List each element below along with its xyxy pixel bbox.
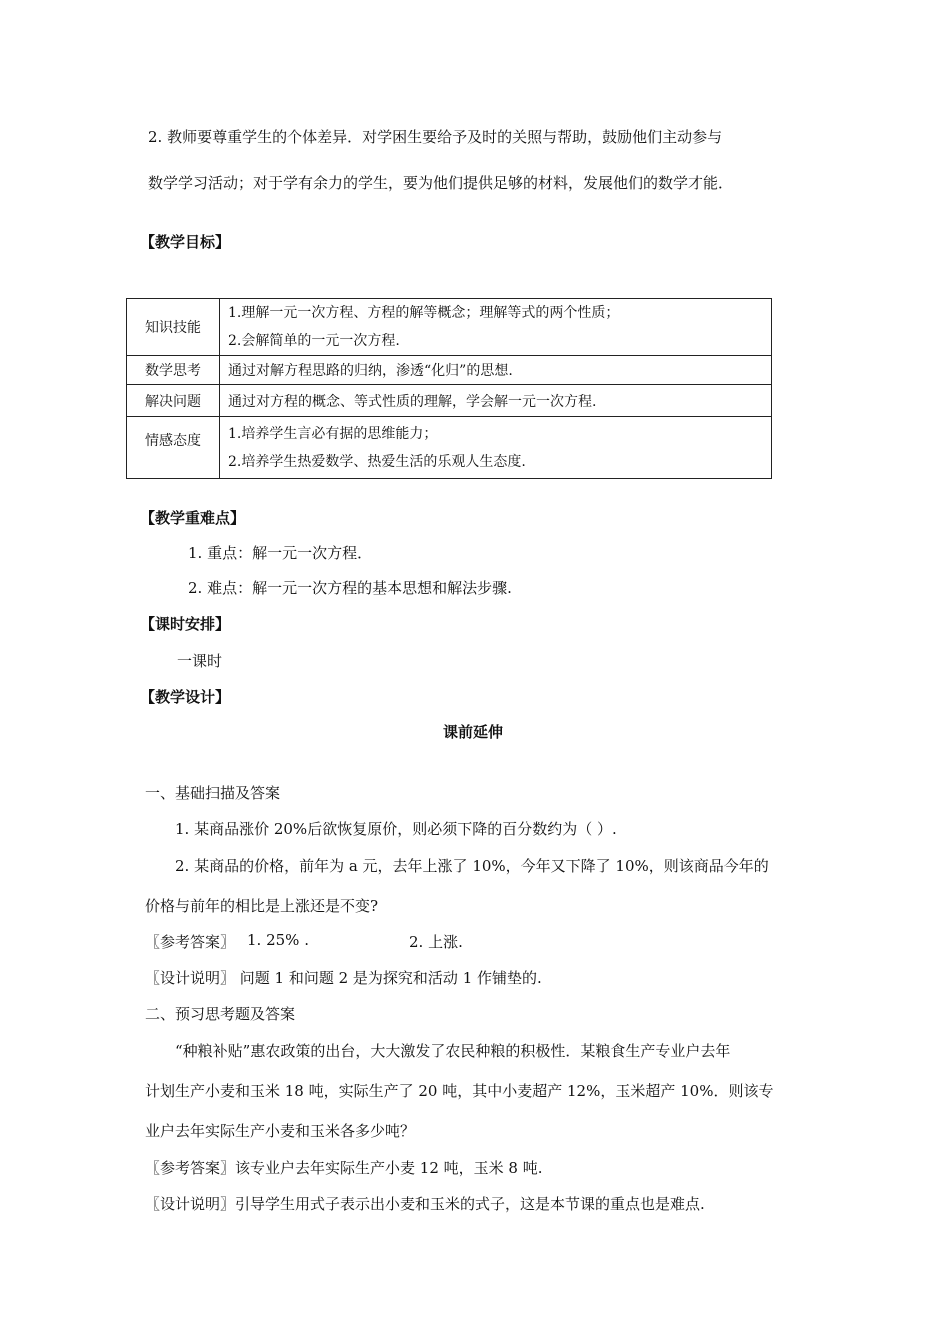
answer1-b: 2. 上涨. [409, 933, 463, 951]
goals-heading: 【教学目标】 [140, 233, 231, 251]
section1-title: 一、基础扫描及答案 [145, 784, 281, 802]
goals-table [126, 298, 772, 479]
answer1-a: 1. 25% . [247, 931, 309, 949]
note-1: 〖设计说明〗 问题 1 和问题 2 是为探究和活动 1 作铺垫的. [145, 969, 542, 987]
paragraph-line1: “种粮补贴”惠农政策的出台，大大激发了农民种粮的积极性．某粮食生产专业户去年 [175, 1042, 731, 1060]
keypoints-item: 2. 难点：解一元一次方程的基本思想和解法步骤. [188, 579, 512, 597]
goals-row [127, 299, 772, 356]
goals-row-key: 情感态度 [127, 417, 220, 479]
schedule-heading: 【课时安排】 [140, 615, 231, 633]
intro-paragraph-line1: 2. 教师要尊重学生的个体差异．对学困生要给予及时的关照与帮助，鼓励他们主动参与 [148, 128, 723, 146]
goals-row [127, 356, 772, 385]
goals-line: 1.培养学生言必有据的思维能力； [228, 425, 438, 442]
question-2-line1: 2. 某商品的价格，前年为 a 元，去年上涨了 10%，今年又下降了 10%，则该商品今年的 [175, 857, 769, 875]
goals-row [127, 385, 772, 417]
goals-row-key: 解决问题 [127, 385, 220, 417]
goals-line: 2.培养学生热爱数学、热爱生活的乐观人生态度. [228, 453, 526, 470]
section2-title: 二、预习思考题及答案 [145, 1005, 296, 1023]
paragraph-line3: 业户去年实际生产小麦和玉米各多少吨？ [145, 1122, 416, 1140]
question-1: 1. 某商品涨价 20%后欲恢复原价，则必须下降的百分数约为（ ）. [175, 820, 617, 838]
paragraph-line2: 计划生产小麦和玉米 18 吨，实际生产了 20 吨，其中小麦超产 12%，玉米超产 10%．则该专 [145, 1082, 774, 1100]
goals-row-key: 数学思考 [127, 356, 220, 385]
goals-row-key: 知识技能 [127, 299, 220, 356]
schedule-value: 一课时 [177, 652, 223, 670]
keypoints-item: 1. 重点：解一元一次方程． [188, 544, 373, 562]
note-2: 〖设计说明〗引导学生用式子表示出小麦和玉米的式子，这是本节课的重点也是难点. [145, 1195, 705, 1213]
keypoints-heading: 【教学重难点】 [140, 509, 246, 527]
design-subtitle: 课前延伸 [443, 723, 504, 741]
goals-line: 通过对解方程思路的归纳，渗透“化归”的思想. [220, 356, 772, 385]
question-2-line2: 价格与前年的相比是上涨还是不变? [145, 897, 379, 915]
goals-row-value [220, 417, 772, 479]
goals-line: 1.理解一元一次方程、方程的解等概念；理解等式的两个性质； [228, 305, 620, 321]
design-heading: 【教学设计】 [140, 688, 231, 706]
goals-line: 2.会解简单的一元一次方程. [228, 333, 400, 349]
answer-2: 〖参考答案〗该专业户去年实际生产小麦 12 吨，玉米 8 吨. [145, 1159, 543, 1177]
answer1-label: 〖参考答案〗 [145, 933, 236, 951]
goals-row-value [220, 299, 772, 356]
goals-line: 通过对方程的概念、等式性质的理解，学会解一元一次方程. [220, 385, 772, 417]
intro-paragraph-line2: 数学学习活动；对于学有余力的学生，要为他们提供足够的材料，发展他们的数学才能． [148, 174, 734, 192]
goals-row [127, 417, 772, 479]
